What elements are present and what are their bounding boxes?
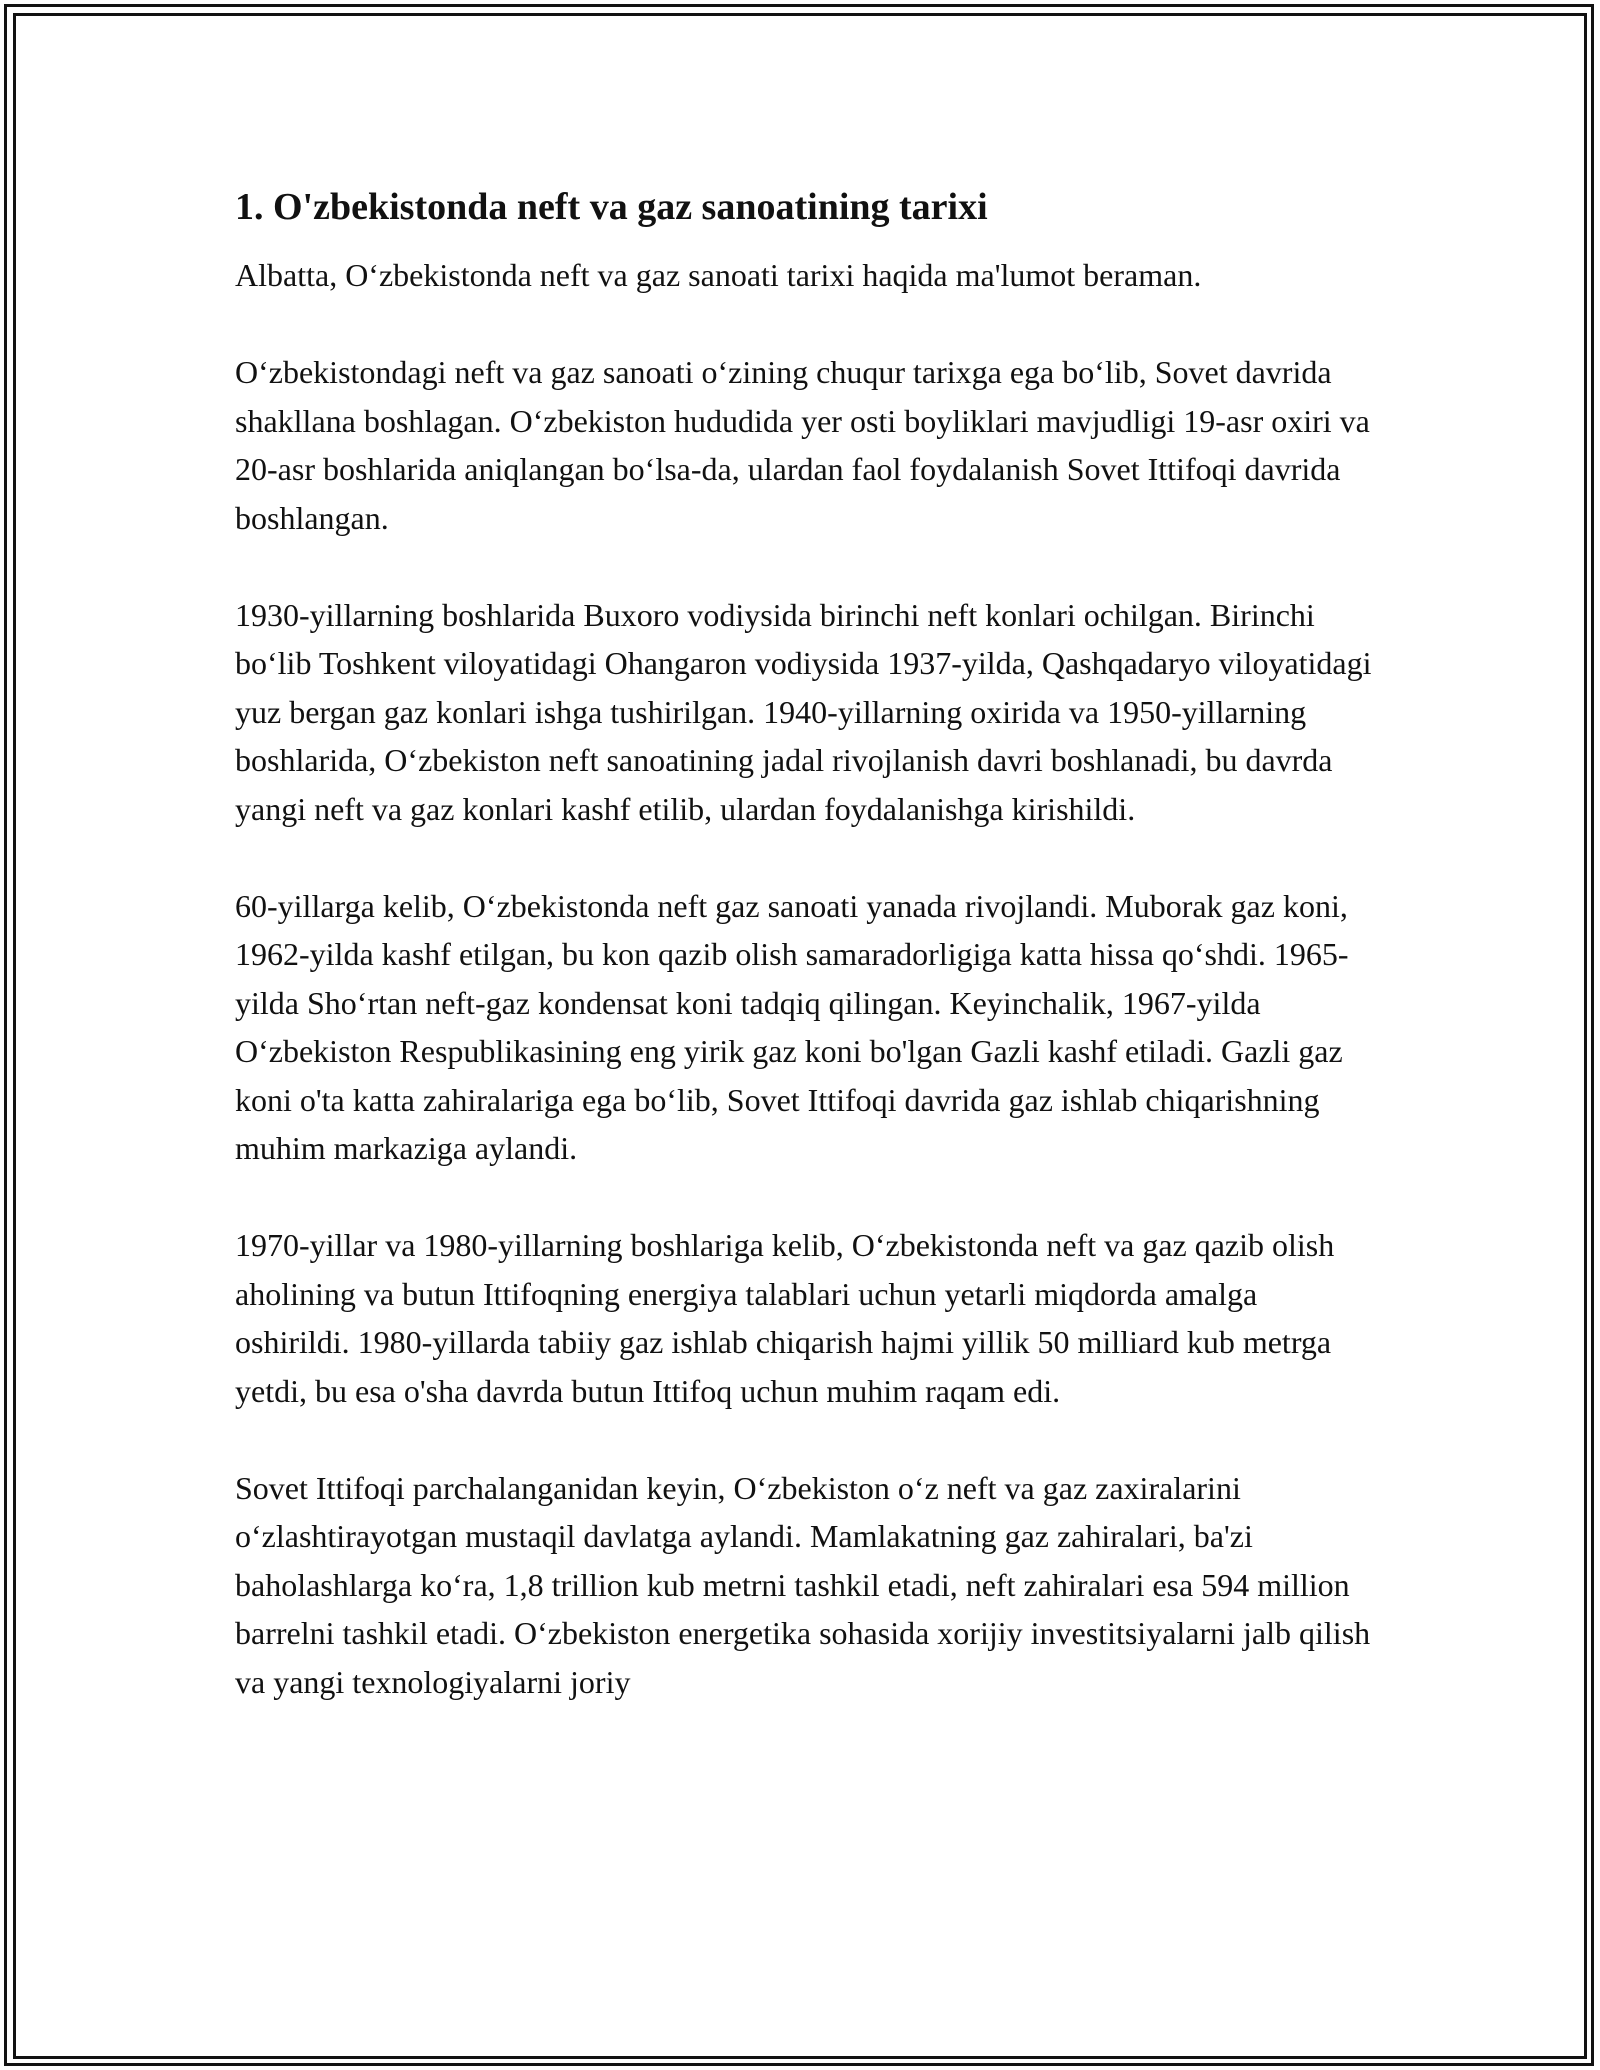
paragraph-1960s: 60-yillarga kelib, O‘zbekistonda neft gaz sanoati yanada rivojlandi. Muborak gaz koni, 1962-yilda kashf etilgan, bu kon qazib olish samaradorligiga katta hissa qo‘shdi. 1965-yilda Sho‘rtan neft-gaz kondensat koni tadqiq qilingan. Keyinchalik, 1967-yilda O‘zbekiston Respublikasining eng yirik gaz koni bo'lgan Gazli kashf etiladi. Gazli gaz koni o'ta katta zahiralariga ega bo‘lib, Sovet Ittifoqi davrida gaz ishlab chiqarishning muhim markaziga aylandi.: [235, 887, 1349, 1166]
paragraph-1970s-1980s: 1970-yillar va 1980-yillarning boshlariga kelib, O‘zbekistonda neft va gaz qazib olish aholining va butun Ittifoqning energiya talablari uchun yetarli miqdorda amalga oshirildi. 1980-yillarda tabiiy gaz ishlab chiqarish hajmi yillik 50 milliard kub metrga yetdi, bu esa o'sha davrda butun Ittifoq uchun muhim raqam edi.: [235, 1227, 1335, 1409]
paragraph-1930s: 1930-yillarning boshlarida Buxoro vodiysida birinchi neft konlari ochilgan. Birinchi bo‘lib Toshkent viloyatidagi Ohangaron vodiysida 1937-yilda, Qashqadaryo viloyatidagi yuz bergan gaz konlari ishga tushirilgan. 1940-yillarning oxirida va 1950-yillarning boshlarida, O‘zbekiston neft sanoatining jadal rivojlanish davri boshlanadi, bu davrda yangi neft va gaz konlari kashf etilib, ulardan foydalanishga kirishildi.: [235, 596, 1372, 827]
document-body: [235, 183, 1375, 1755]
paragraph-intro: Albatta, O‘zbekistonda neft va gaz sanoati tarixi haqida ma'lumot beraman.: [235, 257, 1202, 293]
paragraph-independence: Sovet Ittifoqi parchalanganidan keyin, O‘zbekiston o‘z neft va gaz zaxiralarini o‘zlashtirayotgan mustaqil davlatga aylandi. Mamlakatning gaz zahiralari, ba'zi baholashlarga ko‘ra, 1,8 trillion kub metrni tashkil etadi, neft zahiralari esa 594 million barrelni tashkil etadi. O‘zbekiston energetika sohasida xorijiy investitsiyalarni jalb qilish va yangi texnologiyalarni joriy: [235, 1469, 1371, 1700]
document-title: 1. O'zbekistonda neft va gaz sanoatining tarixi: [235, 186, 988, 228]
paragraph-soviet-origins: O‘zbekistondagi neft va gaz sanoati o‘zining chuqur tarixga ega bo‘lib, Sovet davrida shakllana boshlagan. O‘zbekiston hududida yer osti boyliklari mavjudligi 19-asr oxiri va 20-asr boshlarida aniqlangan bo‘lsa-da, ulardan faol foydalanish Sovet Ittifoqi davrida boshlangan.: [235, 354, 1370, 536]
